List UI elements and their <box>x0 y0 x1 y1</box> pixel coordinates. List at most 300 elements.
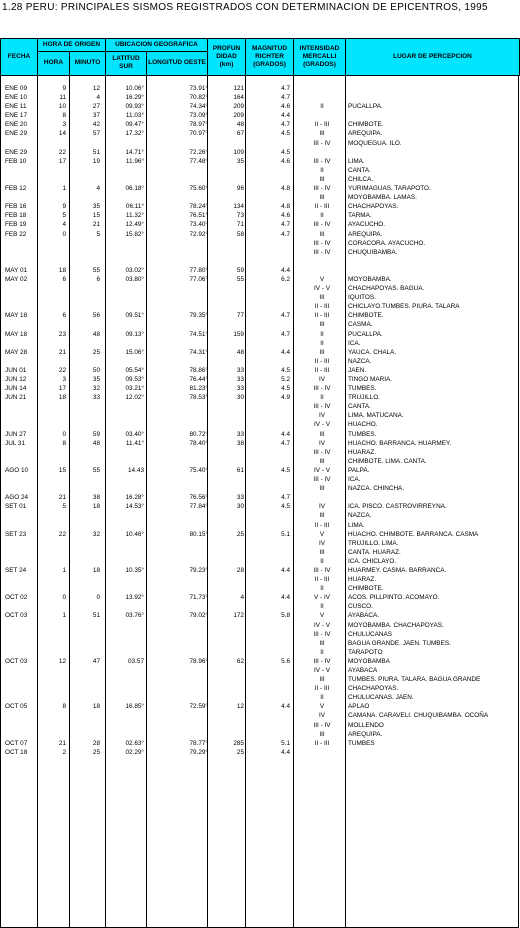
cell-intensidad: II <box>320 603 324 611</box>
cell-latitud: 05.54° <box>125 366 144 374</box>
cell-profundidad: 71 <box>236 221 244 229</box>
cell-lugar: NAZCA. <box>348 512 372 520</box>
cell-lugar: HUACHO. CHIMBOTE. BARRANCA. CASMA <box>348 530 479 538</box>
cell-intensidad: III - IV <box>313 385 331 393</box>
cell-magnitud: 4.4 <box>281 566 290 574</box>
cell-longitud: 72.59° <box>189 703 208 711</box>
cell-fecha: OCT 07 <box>5 739 28 747</box>
cell-profundidad: 4 <box>240 594 244 602</box>
cell-minuto: 38 <box>92 494 100 502</box>
table-row <box>0 420 519 429</box>
cell-lugar: ICA. CHICLAYO. <box>348 557 397 565</box>
cell-profundidad: 209 <box>233 103 244 111</box>
cell-fecha: MAY 28 <box>5 348 28 356</box>
cell-longitud: 78.77° <box>189 739 208 747</box>
cell-magnitud: 4.4 <box>281 594 290 602</box>
cell-fecha: OCT 18 <box>5 748 28 756</box>
cell-fecha: ENE 29 <box>5 130 28 138</box>
cell-hora: 9 <box>62 203 66 211</box>
table-row <box>0 230 519 239</box>
cell-latitud: 02.63° <box>125 739 144 747</box>
cell-intensidad: III - IV <box>313 657 331 665</box>
cell-hora: 17 <box>58 385 66 393</box>
cell-longitud: 77.80° <box>189 266 208 274</box>
cell-intensidad: III <box>319 457 325 465</box>
cell-minuto: 12 <box>92 85 100 92</box>
cell-longitud: 75.60° <box>189 185 208 193</box>
cell-intensidad: II <box>320 394 324 402</box>
cell-latitud: 12.49° <box>125 221 144 229</box>
cell-intensidad: III - IV <box>313 403 331 411</box>
header-km: (km) <box>219 61 234 68</box>
cell-minuto: 48 <box>92 330 100 338</box>
cell-magnitud: 4.4 <box>281 348 290 356</box>
table-row <box>0 184 519 193</box>
cell-hora: 21 <box>58 494 66 502</box>
cell-hora: 22 <box>58 148 66 156</box>
cell-profundidad: 59 <box>236 266 244 274</box>
cell-profundidad: 96 <box>236 185 244 193</box>
cell-profundidad: 28 <box>236 566 244 574</box>
cell-intensidad: II - III <box>314 203 330 211</box>
cell-hora: 0 <box>62 594 66 602</box>
cell-intensidad: III <box>319 639 325 647</box>
cell-fecha: OCT 03 <box>5 657 28 665</box>
cell-minuto: 21 <box>92 221 100 229</box>
table-row <box>0 411 519 420</box>
cell-minuto: 32 <box>92 385 100 393</box>
cell-magnitud: 4.8 <box>281 203 290 211</box>
cell-minuto: 35 <box>92 376 100 383</box>
cell-minuto: 4 <box>96 185 100 193</box>
table-row <box>0 111 519 120</box>
cell-longitud: 77.84° <box>189 503 208 511</box>
cell-hora: 8 <box>62 439 66 447</box>
cell-latitud: 15.06° <box>125 348 144 356</box>
cell-lugar: MOYOBAMBA. <box>348 275 392 283</box>
cell-profundidad: 48 <box>236 121 244 129</box>
cell-latitud: 10.06° <box>125 85 144 92</box>
cell-minuto: 28 <box>92 739 100 747</box>
cell-magnitud: 4.5 <box>281 503 290 511</box>
cell-intensidad: II <box>320 585 324 593</box>
table-row <box>0 120 519 129</box>
table-row <box>0 302 519 311</box>
cell-hora: 9 <box>62 85 66 92</box>
cell-lugar: HUARAZ. <box>348 576 377 584</box>
cell-profundidad: 33 <box>236 430 244 438</box>
table-row <box>0 530 519 539</box>
cell-intensidad: IV <box>318 439 326 447</box>
cell-profundidad: 48 <box>236 348 244 356</box>
cell-lugar: ICA. <box>348 339 361 347</box>
cell-longitud: 80.72° <box>189 430 208 438</box>
cell-latitud: 17.32° <box>125 130 144 138</box>
cell-hora: 1 <box>62 612 66 620</box>
cell-minuto: 19 <box>92 157 100 165</box>
cell-hora: 2 <box>62 748 66 756</box>
cell-hora: 0 <box>62 230 66 238</box>
cell-lugar: AREQUIPA. <box>348 130 383 138</box>
table-row <box>0 730 519 739</box>
cell-intensidad: III <box>319 294 325 302</box>
cell-hora: 4 <box>62 221 66 229</box>
cell-magnitud: 4.6 <box>281 212 290 220</box>
cell-longitud: 75.40° <box>189 466 208 474</box>
cell-latitud: 15.82° <box>125 230 144 238</box>
cell-latitud: 16.85° <box>125 703 144 711</box>
cell-longitud: 74.51° <box>189 330 208 338</box>
cell-minuto: 18 <box>92 566 100 574</box>
cell-lugar: NAZCA. <box>348 357 372 365</box>
table-row <box>0 148 519 157</box>
cell-minuto: 51 <box>92 148 100 156</box>
cell-profundidad: 209 <box>233 112 244 120</box>
table-row <box>0 657 519 666</box>
table-row <box>0 375 519 384</box>
table-row <box>0 248 519 257</box>
cell-minuto: 32 <box>92 530 100 538</box>
cell-profundidad: 61 <box>236 466 244 474</box>
cell-latitud: 11.03° <box>125 112 144 120</box>
cell-profundidad: 35 <box>236 157 244 165</box>
cell-fecha: OCT 02 <box>5 594 28 602</box>
table-row <box>0 357 519 366</box>
cell-longitud: 79.23° <box>189 566 208 574</box>
cell-fecha: FEB 16 <box>5 203 27 211</box>
cell-fecha: JUN 01 <box>5 366 27 374</box>
cell-lugar: TUMBES. <box>348 430 377 438</box>
cell-minuto: 0 <box>96 594 100 602</box>
cell-fecha: FEB 18 <box>5 212 27 220</box>
cell-longitud: 76.56° <box>189 494 208 502</box>
header-minuto: MINUTO <box>70 51 106 75</box>
cell-minuto: 42 <box>92 121 100 129</box>
cell-profundidad: 62 <box>236 657 244 665</box>
table-row <box>0 339 519 348</box>
cell-lugar: MOYOBAMBA <box>348 657 390 665</box>
cell-fecha: ENE 20 <box>5 121 28 129</box>
cell-minuto: 50 <box>92 366 100 374</box>
cell-hora: 6 <box>62 312 66 320</box>
cell-minuto: 5 <box>96 230 100 238</box>
cell-lugar: TARAPOTO <box>348 648 383 656</box>
cell-profundidad: 33 <box>236 376 244 383</box>
table-row <box>0 448 519 457</box>
page-title: 1.28 PERU: PRINCIPALES SISMOS REGISTRADOS CON DETERMINACION DE EPICENTROS, 1995 <box>2 2 488 13</box>
cell-minuto: 47 <box>92 657 100 665</box>
cell-hora: 21 <box>58 348 66 356</box>
cell-intensidad: II <box>320 103 324 111</box>
cell-profundidad: 164 <box>233 94 244 102</box>
table-row <box>0 330 519 339</box>
cell-intensidad: III <box>319 485 325 493</box>
cell-hora: 17 <box>58 157 66 165</box>
table-row <box>0 630 519 639</box>
cell-magnitud: 4.7 <box>281 494 290 502</box>
cell-fecha: FEB 10 <box>5 157 27 165</box>
cell-minuto: 27 <box>92 103 100 111</box>
cell-fecha: ENE 10 <box>5 94 28 102</box>
cell-lugar: ICA. PISCO. CASTROVIRREYNA. <box>348 503 447 511</box>
cell-longitud: 70.97° <box>189 130 208 138</box>
cell-fecha: MAY 02 <box>5 275 28 283</box>
table-row <box>0 511 519 520</box>
cell-lugar: CHIMBOTE. <box>348 312 384 320</box>
cell-intensidad: III - IV <box>313 139 331 147</box>
cell-magnitud: 5.1 <box>281 739 290 747</box>
table-row <box>0 284 519 293</box>
cell-profundidad: 109 <box>233 148 244 156</box>
cell-intensidad: IV <box>318 376 326 383</box>
cell-hora: 10 <box>58 103 66 111</box>
cell-intensidad: III <box>319 548 325 556</box>
cell-profundidad: 30 <box>236 503 244 511</box>
table-row <box>0 602 519 611</box>
cell-lugar: ACOS. PILLPINTO. ACOMAYO. <box>348 594 440 602</box>
cell-longitud: 78.86° <box>189 366 208 374</box>
cell-profundidad: 30 <box>236 394 244 402</box>
cell-magnitud: 4.5 <box>281 466 290 474</box>
cell-intensidad: III <box>319 512 325 520</box>
cell-lugar: YAUCA. CHALA. <box>348 348 397 356</box>
cell-intensidad: II - III <box>314 685 330 693</box>
cell-longitud: 76.51° <box>189 212 208 220</box>
cell-intensidad: III <box>319 175 325 183</box>
cell-profundidad: 121 <box>233 85 244 92</box>
cell-fecha: ENE 17 <box>5 112 28 120</box>
cell-intensidad: V <box>319 703 325 711</box>
table-row <box>0 193 519 202</box>
table-row <box>0 239 519 248</box>
table-row <box>0 702 519 711</box>
cell-hora: 12 <box>58 657 66 665</box>
cell-fecha: MAY 18 <box>5 312 28 320</box>
cell-hora: 22 <box>58 366 66 374</box>
table-row <box>0 84 519 93</box>
table-row <box>0 139 519 148</box>
cell-longitud: 77.06° <box>189 275 208 283</box>
cell-intensidad: II - III <box>314 521 330 529</box>
cell-lugar: LIMA. <box>348 521 365 529</box>
cell-latitud: 12.02° <box>125 394 144 402</box>
cell-magnitud: 4.4 <box>281 112 290 120</box>
cell-hora: 23 <box>58 330 66 338</box>
cell-longitud: 71.73° <box>189 594 208 602</box>
cell-longitud: 78.97° <box>189 121 208 129</box>
cell-fecha: SET 01 <box>5 503 27 511</box>
cell-hora: 14 <box>58 130 66 138</box>
cell-lugar: AYACUCHO. <box>348 221 386 229</box>
cell-minuto: 4 <box>96 94 100 102</box>
cell-lugar: CHULUCANAS <box>348 630 393 638</box>
cell-magnitud: 5.2 <box>281 376 290 383</box>
cell-fecha: ENE 11 <box>5 103 27 111</box>
table-row <box>0 348 519 357</box>
cell-lugar: CHACHAPOYAS. <box>348 203 399 211</box>
cell-profundidad: 33 <box>236 385 244 393</box>
table-row <box>0 639 519 648</box>
cell-longitud: 79.35° <box>189 312 208 320</box>
cell-hora: 21 <box>58 739 66 747</box>
header-magnitud: MAGNITUD RICHTER (GRADOS) <box>246 39 294 76</box>
cell-longitud: 73.91° <box>189 85 208 92</box>
cell-intensidad: IV <box>318 712 326 720</box>
table-row <box>0 402 519 411</box>
table-row <box>0 566 519 575</box>
cell-intensidad: II <box>320 212 324 220</box>
cell-latitud: 06.11° <box>125 203 144 211</box>
cell-longitud: 78.53° <box>189 394 208 402</box>
cell-latitud: 03.76° <box>125 612 144 620</box>
cell-intensidad: II - III <box>314 303 330 311</box>
cell-profundidad: 285 <box>233 739 244 747</box>
header-hora-origen: HORA DE ORIGEN <box>38 39 106 52</box>
cell-magnitud: 4.8 <box>281 185 290 193</box>
cell-magnitud: 4.7 <box>281 330 290 338</box>
table-row <box>0 648 519 657</box>
table-row <box>0 675 519 684</box>
cell-latitud: 16.29° <box>125 94 144 102</box>
cell-intensidad: IV - V <box>314 621 330 629</box>
cell-latitud: 09.93° <box>125 103 144 111</box>
table-row <box>0 157 519 166</box>
cell-hora: 8 <box>62 703 66 711</box>
cell-intensidad: III - IV <box>313 448 331 456</box>
table-row <box>0 93 519 102</box>
cell-magnitud: 5.6 <box>281 657 290 665</box>
cell-lugar: CASMA. <box>348 321 373 329</box>
cell-lugar: AYABACA. <box>348 612 380 620</box>
cell-longitud: 80.15° <box>189 530 208 538</box>
cell-latitud: 14.43 <box>128 466 144 474</box>
cell-intensidad: IV <box>318 539 326 547</box>
cell-lugar: AREQUIPA. <box>348 730 383 738</box>
cell-latitud: 09.13° <box>125 330 144 338</box>
cell-latitud: 13.92° <box>125 594 144 602</box>
cell-intensidad: II <box>320 557 324 565</box>
table-row <box>0 457 519 466</box>
cell-minuto: 35 <box>92 203 100 211</box>
cell-profundidad: 55 <box>236 275 244 283</box>
cell-magnitud: 4.7 <box>281 230 290 238</box>
cell-latitud: 11.32° <box>125 212 144 220</box>
cell-fecha: SET 24 <box>5 566 27 574</box>
cell-minuto: 18 <box>92 703 100 711</box>
cell-magnitud: 4.7 <box>281 121 290 129</box>
cell-lugar: NAZCA. CHINCHA. <box>348 485 405 493</box>
cell-intensidad: V <box>319 530 325 538</box>
cell-longitud: 81.23° <box>189 385 208 393</box>
cell-latitud: 14.71° <box>125 148 144 156</box>
table-row <box>0 220 519 229</box>
table-row <box>0 202 519 211</box>
header-profundidad-label: PROFUN DIDAD <box>212 45 241 60</box>
cell-magnitud: 4.5 <box>281 366 290 374</box>
table-row <box>0 175 519 184</box>
cell-lugar: MOQUEGUA. ILO. <box>348 139 402 147</box>
header-profundidad <box>208 39 246 76</box>
cell-magnitud: 4.4 <box>281 430 290 438</box>
cell-profundidad: 25 <box>236 748 244 756</box>
table-row <box>0 439 519 448</box>
cell-lugar: AYABACA <box>348 667 378 674</box>
table-row <box>0 275 519 284</box>
table-header <box>0 38 519 76</box>
cell-magnitud: 4.9 <box>281 394 290 402</box>
cell-latitud: 02.29° <box>125 748 144 756</box>
table-row <box>0 384 519 393</box>
cell-intensidad: II <box>320 694 324 702</box>
cell-longitud: 79.29° <box>189 748 208 756</box>
cell-longitud: 78.40° <box>189 439 208 447</box>
cell-intensidad: II - III <box>314 121 330 129</box>
cell-fecha: FEB 19 <box>5 221 27 229</box>
table-row <box>0 366 519 375</box>
cell-intensidad: II - III <box>314 312 330 320</box>
cell-profundidad: 38 <box>236 439 244 447</box>
cell-magnitud: 6.2 <box>281 275 290 283</box>
table-row <box>0 739 519 748</box>
header-fecha: FECHA <box>1 39 38 76</box>
table-row <box>0 493 519 502</box>
cell-intensidad: IV <box>318 503 326 511</box>
cell-intensidad: II - III <box>314 576 330 584</box>
cell-fecha: OCT 05 <box>5 703 28 711</box>
cell-latitud: 09.53° <box>125 376 144 383</box>
cell-magnitud: 4.7 <box>281 221 290 229</box>
cell-intensidad: III - IV <box>313 248 331 256</box>
cell-minuto: 57 <box>92 130 100 138</box>
cell-fecha: SET 23 <box>5 530 27 538</box>
cell-hora: 5 <box>62 503 66 511</box>
cell-hora: 0 <box>62 430 66 438</box>
cell-intensidad: IV - V <box>314 421 330 429</box>
cell-fecha: FEB 22 <box>5 230 27 238</box>
cell-fecha: JUL 31 <box>5 439 26 447</box>
cell-lugar: CUSCO. <box>348 603 373 611</box>
cell-hora: 5 <box>62 212 66 220</box>
cell-intensidad: III - IV <box>313 476 331 484</box>
cell-longitud: 74.34° <box>189 103 208 111</box>
cell-latitud: 16.28° <box>125 494 144 502</box>
cell-intensidad: V - IV <box>314 594 330 602</box>
cell-intensidad: II - III <box>314 357 330 365</box>
table-row <box>0 548 519 557</box>
cell-lugar: CHULUCANAS. JAEN. <box>348 694 414 702</box>
table-row <box>0 166 519 175</box>
header-latitud: LATITUD SUR <box>106 51 147 75</box>
cell-longitud: 73.09° <box>189 112 208 120</box>
cell-lugar: ICA. <box>348 476 361 484</box>
cell-lugar: CAMANA. CARAVELI. CHUQUIBAMBA. OCOÑA <box>348 712 489 720</box>
cell-latitud: 11.96° <box>125 157 144 165</box>
cell-lugar: TUMBES. PIURA. TALARA. BAGUA GRANDE <box>348 676 481 684</box>
cell-profundidad: 67 <box>236 130 244 138</box>
cell-profundidad: 77 <box>236 312 244 320</box>
cell-lugar: MOYOBAMBA. LAMAS. <box>348 194 417 202</box>
cell-magnitud: 4.6 <box>281 157 290 165</box>
cell-hora: 1 <box>62 185 66 193</box>
table-body <box>0 84 519 757</box>
cell-minuto: 33 <box>92 394 100 402</box>
cell-fecha: OCT 03 <box>5 612 28 620</box>
cell-intensidad: V <box>319 275 325 283</box>
cell-longitud: 79.02° <box>189 612 208 620</box>
cell-lugar: MOLLENDO <box>348 721 384 729</box>
cell-intensidad: III <box>319 130 325 138</box>
cell-lugar: CORACORA. AYACUCHO. <box>348 239 426 247</box>
